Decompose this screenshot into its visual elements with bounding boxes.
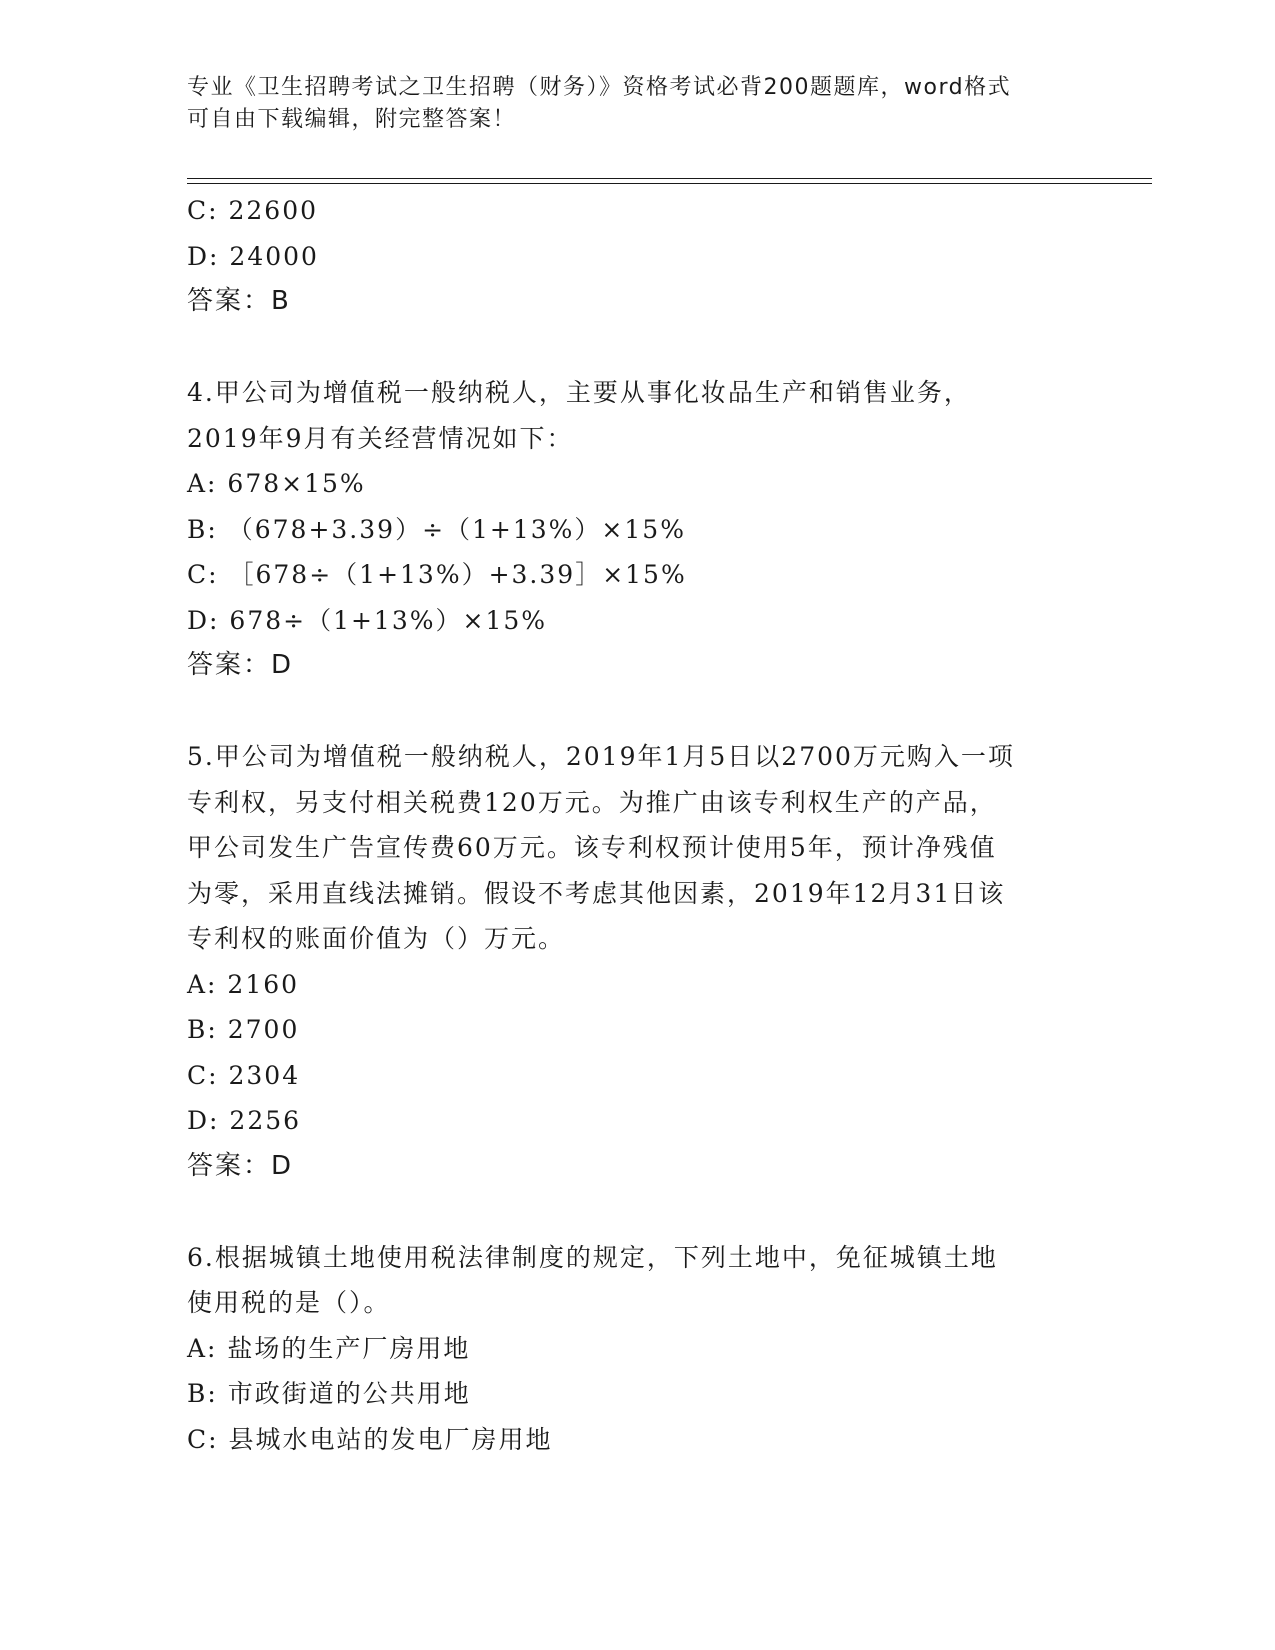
option-line: D: 24000 [187, 241, 319, 271]
option-line: C: 22600 [187, 196, 319, 225]
question-text: 甲公司发生广告宣传费60万元。该专利权预计使用5年，预计净残值 [187, 833, 997, 862]
option-line: C: 县城水电站的发电厂房用地 [187, 1424, 553, 1454]
option-line: B: 市政街道的公共用地 [187, 1379, 471, 1408]
question-block-4 [187, 370, 1087, 689]
question-text: 6.根据城镇土地使用税法律制度的规定，下列土地中，免征城镇土地 [187, 1242, 998, 1272]
question-text: 4.甲公司为增值税一般纳税人，主要从事化妆品生产和销售业务， [187, 378, 971, 407]
header-title-line-2: 可自由下载编辑，附完整答案！ [187, 107, 517, 132]
question-text: 使用税的是（）。 [187, 1288, 391, 1317]
option-line: A: 678×15% [187, 469, 366, 498]
spacer [187, 1189, 1087, 1235]
question-text: 5.甲公司为增值税一般纳税人，2019年1月5日以2700万元购入一项 [187, 742, 1015, 771]
question-block-5 [187, 734, 1087, 1189]
answer-line: 答案：D [187, 1150, 294, 1181]
spacer [187, 325, 1087, 371]
answer-line: 答案：B [187, 286, 291, 316]
option-line: B: 2700 [187, 1015, 300, 1044]
spacer [187, 689, 1087, 735]
option-line: C: 2304 [187, 1060, 301, 1090]
option-line: D: 2256 [187, 1106, 302, 1135]
option-line: B: （678+3.39）÷（1+13%）×15% [187, 514, 686, 544]
page-header [187, 72, 1067, 136]
question-text: 专利权的账面价值为（）万元。 [187, 924, 566, 953]
question-block-6 [187, 1235, 1087, 1463]
question-content [187, 188, 1087, 1462]
question-block-3-tail [187, 188, 1087, 325]
header-divider [187, 178, 1152, 179]
question-text: 2019年9月有关经营情况如下： [187, 423, 574, 453]
option-line: C: ［678÷（1+13%）+3.39］×15% [187, 560, 687, 589]
option-line: D: 678÷（1+13%）×15% [187, 605, 548, 635]
header-divider-double [187, 183, 1152, 184]
question-text: 专利权，另支付相关税费120万元。为推广由该专利权生产的产品， [187, 787, 997, 817]
header-title-line-1: 专业《卫生招聘考试之卫生招聘（财务）》资格考试必背200题题库，word格式 [187, 75, 1012, 100]
answer-line: 答案：D [187, 650, 294, 680]
option-line: A: 2160 [187, 969, 300, 999]
question-text: 为零，采用直线法摊销。假设不考虑其他因素，2019年12月31日该 [187, 878, 1006, 908]
option-line: A: 盐场的生产厂房用地 [187, 1333, 471, 1363]
